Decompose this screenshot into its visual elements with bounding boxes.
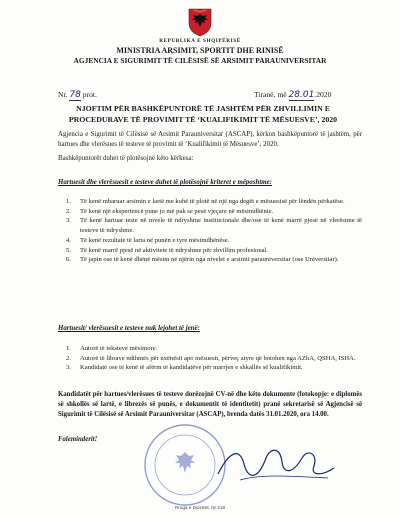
section1-list xyxy=(58,197,362,265)
item-text: Të kenë rezultate të larta në punën e tyre mësimdhënëse. xyxy=(80,236,230,244)
list-item xyxy=(58,246,362,256)
list-item xyxy=(58,197,362,207)
header-ministry: MINISTRIA ARSIMIT, SPORTIT DHE RINISË xyxy=(116,46,284,55)
header-republic: REPUBLIKA E SHQIPËRISË xyxy=(159,38,241,44)
footer-address: Rruga e Durrësit, Nr 219 xyxy=(174,505,226,510)
item-text: Të kenë mbaruar arsimin e lartë me kohë të plotë në një nga degët e mësuesisë për lëndën përkatëse. xyxy=(80,198,345,205)
list-item xyxy=(58,363,362,373)
item-number: 6. xyxy=(66,256,71,264)
notice-title-line1: NJOFTIM PËR BASHKËPUNTORË TË JASHTËM PËR ZHVILLIMIN E xyxy=(76,104,330,113)
protocol-suffix: prot. xyxy=(82,90,97,99)
item-number: 1. xyxy=(66,198,71,205)
date-year: .2020 xyxy=(314,90,332,99)
notice-title-line2: PROCEDURAVE TË PROVIMIT TË ‘KUALIFIKIMIT TË MËSUESVE’, 2020 xyxy=(68,115,338,124)
item-number: 3. xyxy=(66,217,71,225)
item-text: Autorë të teksteve mësimore. xyxy=(80,345,158,352)
handwritten-signature-icon xyxy=(210,440,340,490)
requirements-lead: Bashkëpuntorët duhet të plotësojnë këto kërkesa: xyxy=(58,155,194,162)
albanian-eagle-emblem-icon xyxy=(186,7,214,37)
item-number: 3. xyxy=(66,364,71,372)
item-number: 2. xyxy=(66,354,71,362)
closing-thanks: Faleminderit! xyxy=(58,436,98,443)
section2-list xyxy=(58,344,362,373)
item-text: Të japin ose të kenë dhënë mësim në njërin nga nivelet e arsimit parauniversitar (ose Universitar). xyxy=(80,256,339,264)
list-item xyxy=(58,354,362,364)
date-handwritten: 28.01 xyxy=(288,90,315,100)
section2-title: Hartuesit/ vlerësuesit e testeve nuk lejohet të jenë: xyxy=(58,325,200,332)
place-prefix: Tiranë, më xyxy=(254,90,287,99)
item-text: Kandidatë ose të kenë të afërm të kandidatëve për marrjen e shkallës së kualifikimit. xyxy=(80,364,303,372)
item-number: 5. xyxy=(66,246,71,254)
item-text: Autorë të librave ndihmës për nxënësit apo mësuesit, përveç atyre që botohen nga AZhA, QSHA, ISHA. xyxy=(80,354,356,362)
list-item xyxy=(58,344,362,354)
protocol-number xyxy=(58,90,97,101)
header-agency: AGJENCIA E SIGURIMIT TË CILËSISË SË ARSIMIT PARAUNIVERSITAR xyxy=(73,56,327,65)
item-text: Të kenë marrë pjesë në aktivitete të ndryshme për zhvillim profesional. xyxy=(80,246,269,254)
list-item xyxy=(58,255,362,265)
item-text: Të kenë një eksperiencë pune jo më pak se pesë vjeçare në mësimdhënie. xyxy=(80,207,274,215)
item-number: 4. xyxy=(66,236,71,244)
item-text: Të kenë hartuar teste në nivele të ndryshme institucionale dhe/ose të kenë marrë pjesë në vlerësime të testeve të ndryshme. xyxy=(80,217,362,235)
protocol-prefix: Nr. xyxy=(58,90,68,99)
list-item xyxy=(58,207,362,217)
intro-paragraph: Agjencia e Sigurimit të Cilësisë së Arsimit Parauniversitar (ASCAP), kërkon bashkëpuntorë të jashtëm, për hartues dhe vlerësues të testeve të provimit të ‘Kualifikimit të Mësuesve’, 2020. xyxy=(58,131,362,148)
list-item xyxy=(58,216,362,235)
item-number: 2. xyxy=(66,207,71,215)
protocol-value: 78 xyxy=(69,90,81,100)
section1-title: Hartuesit dhe vlerësuesit e testeve duhet të plotësojnë kriteret e mëposhtme: xyxy=(58,179,272,186)
list-item xyxy=(58,236,362,246)
submission-deadline-paragraph: Kandidatët për hartues/vlerësues të testeve dorëzojnë CV-në dhe këto dokumente (fotokopje: e diplomës së shkollës së lartë, e librezës së punës, e dokumentit të identitetit) pranë sekretarisë së Agjencisë së Sigurimit të Cilësisë së Arsimit Parauniversitar (ASCAP), brenda datës 31.01.2020, ora 14.00. xyxy=(58,391,362,418)
item-number: 1. xyxy=(66,345,71,352)
place-date xyxy=(254,90,331,101)
